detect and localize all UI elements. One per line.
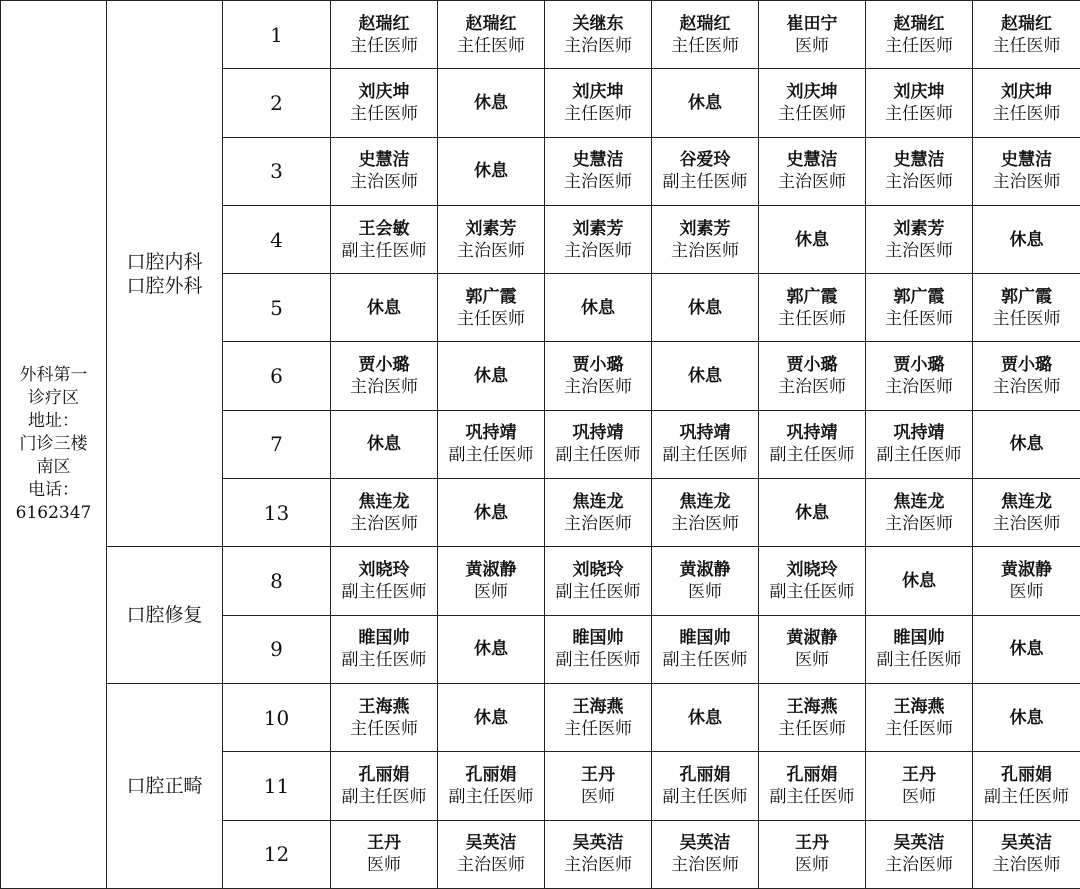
rest-label: 休息 <box>474 707 508 728</box>
schedule-cell <box>331 1 438 69</box>
schedule-cell <box>331 615 438 683</box>
doctor-name: 刘素芳 <box>893 218 945 239</box>
doctor-title: 副主任医师 <box>769 582 855 603</box>
doctor-name: 刘晓玲 <box>572 560 624 581</box>
doctor-name: 吴英洁 <box>679 833 731 854</box>
doctor-name: 巩持靖 <box>786 423 838 444</box>
doctor-title: 副主任医师 <box>662 650 748 671</box>
schedule-body <box>1 1 1080 889</box>
doctor-name: 刘素芳 <box>465 218 517 239</box>
doctor-name: 刘庆坤 <box>893 81 945 102</box>
doctor-title: 主任医师 <box>885 103 953 124</box>
schedule-cell <box>652 1 759 69</box>
doctor-name: 贾小璐 <box>1001 355 1052 376</box>
doctor-name: 睢国帅 <box>893 628 945 649</box>
schedule-cell <box>331 410 438 478</box>
schedule-cell <box>973 615 1080 683</box>
schedule-cell <box>545 274 652 342</box>
doctor-name: 王海燕 <box>572 696 624 717</box>
schedule-cell <box>973 820 1080 888</box>
doctor-name: 巩持靖 <box>465 423 517 444</box>
doctor-title: 主治医师 <box>457 240 525 261</box>
room-number: 10 <box>223 683 331 751</box>
schedule-cell <box>866 683 973 751</box>
doctor-name: 吴英洁 <box>1001 833 1052 854</box>
doctor-title: 主治医师 <box>671 855 739 876</box>
doctor-title: 主治医师 <box>671 240 739 261</box>
schedule-cell <box>652 479 759 547</box>
doctor-title: 主任医师 <box>350 35 418 56</box>
schedule-cell <box>438 820 545 888</box>
schedule-cell <box>331 752 438 820</box>
doctor-name: 孔丽娟 <box>1001 764 1052 785</box>
doctor-title: 主治医师 <box>885 172 953 193</box>
schedule-cell <box>331 479 438 547</box>
doctor-title: 副主任医师 <box>555 650 641 671</box>
schedule-cell <box>759 137 866 205</box>
doctor-name: 刘晓玲 <box>786 560 838 581</box>
doctor-name: 崔田宁 <box>786 13 838 34</box>
doctor-name: 史慧洁 <box>572 150 624 171</box>
schedule-cell <box>652 615 759 683</box>
schedule-cell <box>759 1 866 69</box>
doctor-name: 黄淑静 <box>679 560 731 581</box>
schedule-cell <box>545 137 652 205</box>
department-name <box>107 683 223 888</box>
doctor-name: 睢国帅 <box>679 628 731 649</box>
doctor-title: 副主任医师 <box>341 650 427 671</box>
schedule-cell <box>866 615 973 683</box>
schedule-cell <box>866 69 973 137</box>
rest-label: 休息 <box>474 92 508 113</box>
doctor-title: 副主任医师 <box>662 445 748 466</box>
doctor-name: 焦连龙 <box>679 491 731 512</box>
schedule-cell <box>973 479 1080 547</box>
schedule-cell <box>759 752 866 820</box>
schedule-cell <box>438 137 545 205</box>
schedule-cell <box>973 342 1080 410</box>
schedule-cell <box>759 274 866 342</box>
department-line: 口腔外科 <box>126 274 203 297</box>
room-number: 11 <box>223 752 331 820</box>
doctor-title: 副主任医师 <box>341 786 427 807</box>
schedule-cell <box>545 547 652 615</box>
doctor-title: 主治医师 <box>778 377 846 398</box>
doctor-title: 副主任医师 <box>876 650 962 671</box>
schedule-cell <box>866 410 973 478</box>
schedule-cell <box>652 137 759 205</box>
doctor-name: 贾小璐 <box>358 355 410 376</box>
schedule-cell <box>759 69 866 137</box>
doctor-name: 刘庆坤 <box>358 81 410 102</box>
schedule-cell <box>331 820 438 888</box>
schedule-cell <box>438 1 545 69</box>
doctor-name: 吴英洁 <box>465 833 517 854</box>
doctor-title: 副主任医师 <box>662 786 748 807</box>
doctor-title: 主任医师 <box>457 35 525 56</box>
schedule-cell <box>545 683 652 751</box>
schedule-cell <box>866 205 973 273</box>
doctor-name: 贾小璐 <box>786 355 838 376</box>
schedule-cell <box>331 137 438 205</box>
doctor-title: 医师 <box>795 35 829 56</box>
schedule-cell <box>438 410 545 478</box>
schedule-cell <box>545 342 652 410</box>
doctor-name: 黄淑静 <box>1001 560 1052 581</box>
schedule-cell <box>652 547 759 615</box>
doctor-title: 主任医师 <box>564 103 632 124</box>
room-number: 3 <box>223 137 331 205</box>
doctor-name: 刘庆坤 <box>1001 81 1052 102</box>
doctor-name: 睢国帅 <box>572 628 624 649</box>
doctor-title: 主治医师 <box>457 855 525 876</box>
schedule-cell <box>438 342 545 410</box>
doctor-name: 贾小璐 <box>572 355 624 376</box>
doctor-name: 谷爱玲 <box>679 150 731 171</box>
doctor-title: 主任医师 <box>992 35 1061 56</box>
schedule-cell <box>866 274 973 342</box>
doctor-title: 主任医师 <box>885 308 953 329</box>
doctor-name: 焦连龙 <box>893 491 945 512</box>
schedule-cell <box>438 205 545 273</box>
doctor-name: 孔丽娟 <box>465 764 517 785</box>
doctor-name: 巩持靖 <box>679 423 731 444</box>
schedule-cell <box>438 479 545 547</box>
room-number: 13 <box>223 479 331 547</box>
doctor-title: 主治医师 <box>350 377 418 398</box>
rest-label: 休息 <box>474 639 508 660</box>
doctor-title: 副主任医师 <box>341 582 427 603</box>
doctor-name: 刘素芳 <box>679 218 731 239</box>
doctor-title: 主任医师 <box>992 103 1061 124</box>
doctor-title: 主治医师 <box>992 172 1061 193</box>
doctor-title: 主治医师 <box>885 855 953 876</box>
rest-label: 休息 <box>688 366 722 387</box>
doctor-name: 郭广霞 <box>465 286 517 307</box>
rest-label: 休息 <box>367 434 401 455</box>
doctor-name: 王丹 <box>581 764 615 785</box>
doctor-title: 主任医师 <box>671 35 739 56</box>
doctor-title: 主任医师 <box>350 103 418 124</box>
schedule-cell <box>545 410 652 478</box>
schedule-cell <box>866 342 973 410</box>
rest-label: 休息 <box>474 366 508 387</box>
doctor-title: 副主任医师 <box>769 786 855 807</box>
doctor-title: 医师 <box>474 582 508 603</box>
doctor-name: 黄淑静 <box>465 560 517 581</box>
room-number: 8 <box>223 547 331 615</box>
doctor-title: 主治医师 <box>885 377 953 398</box>
doctor-title: 主任医师 <box>778 718 846 739</box>
schedule-cell <box>759 205 866 273</box>
doctor-title: 主治医师 <box>564 855 632 876</box>
doctor-title: 主任医师 <box>992 308 1061 329</box>
doctor-name: 赵瑞红 <box>358 13 410 34</box>
doctor-title: 医师 <box>367 855 401 876</box>
schedule-cell <box>759 820 866 888</box>
doctor-title: 主治医师 <box>885 513 953 534</box>
department-line: 口腔修复 <box>126 604 203 627</box>
doctor-title: 副主任医师 <box>555 445 641 466</box>
doctor-title: 副主任医师 <box>555 582 641 603</box>
schedule-cell <box>866 752 973 820</box>
schedule-cell <box>652 752 759 820</box>
doctor-name: 王海燕 <box>358 696 410 717</box>
schedule-cell <box>545 479 652 547</box>
doctor-title: 主任医师 <box>778 308 846 329</box>
schedule-cell <box>438 752 545 820</box>
clinic-area-line: 地址： <box>28 411 79 431</box>
schedule-cell <box>652 274 759 342</box>
room-number: 4 <box>223 205 331 273</box>
schedule-cell <box>652 205 759 273</box>
clinic-area-line: 门诊三楼 <box>19 434 88 454</box>
schedule-cell <box>438 547 545 615</box>
doctor-title: 主治医师 <box>350 513 418 534</box>
room-number: 12 <box>223 820 331 888</box>
schedule-cell <box>973 69 1080 137</box>
schedule-cell <box>652 69 759 137</box>
doctor-title: 副主任医师 <box>341 240 427 261</box>
doctor-name: 吴英洁 <box>572 833 624 854</box>
doctor-name: 焦连龙 <box>1001 491 1052 512</box>
clinic-area-line: 电话： <box>28 480 79 500</box>
schedule-cell <box>331 205 438 273</box>
doctor-name: 王丹 <box>367 833 401 854</box>
department-line: 口腔正畸 <box>126 774 203 797</box>
rest-label: 休息 <box>1009 229 1044 250</box>
schedule-cell <box>438 274 545 342</box>
schedule-cell <box>331 342 438 410</box>
doctor-name: 贾小璐 <box>893 355 945 376</box>
schedule-cell <box>438 69 545 137</box>
schedule-cell <box>652 683 759 751</box>
schedule-cell <box>759 479 866 547</box>
doctor-title: 医师 <box>795 650 829 671</box>
doctor-name: 刘庆坤 <box>572 81 624 102</box>
clinic-area-line: 南区 <box>36 457 71 477</box>
rest-label: 休息 <box>581 297 615 318</box>
rest-label: 休息 <box>688 297 722 318</box>
rest-label: 休息 <box>474 161 508 182</box>
doctor-name: 赵瑞红 <box>893 13 945 34</box>
rest-label: 休息 <box>795 229 829 250</box>
doctor-title: 主任医师 <box>350 718 418 739</box>
doctor-title: 主治医师 <box>992 377 1061 398</box>
doctor-name: 王丹 <box>795 833 829 854</box>
doctor-title: 主治医师 <box>671 513 739 534</box>
clinic-area-line: 诊疗区 <box>28 388 79 408</box>
schedule-cell <box>331 547 438 615</box>
doctor-name: 王海燕 <box>893 696 945 717</box>
schedule-row <box>1 547 1080 615</box>
doctor-name: 孔丽娟 <box>786 764 838 785</box>
department-name <box>107 547 223 684</box>
doctor-title: 主治医师 <box>992 513 1061 534</box>
doctor-title: 主任医师 <box>457 308 525 329</box>
schedule-cell <box>652 342 759 410</box>
schedule-cell <box>331 69 438 137</box>
doctor-name: 睢国帅 <box>358 628 410 649</box>
doctor-title: 医师 <box>1009 582 1044 603</box>
doctor-title: 主治医师 <box>564 172 632 193</box>
schedule-cell <box>866 820 973 888</box>
schedule-cell <box>331 683 438 751</box>
doctor-name: 焦连龙 <box>572 491 624 512</box>
doctor-name: 王丹 <box>902 764 936 785</box>
doctor-title: 医师 <box>581 786 615 807</box>
room-number: 1 <box>223 1 331 69</box>
schedule-cell <box>652 410 759 478</box>
schedule-cell <box>973 410 1080 478</box>
doctor-name: 史慧洁 <box>786 150 838 171</box>
schedule-cell <box>545 1 652 69</box>
doctor-name: 关继东 <box>572 13 624 34</box>
doctor-title: 主任医师 <box>885 35 953 56</box>
doctor-title: 副主任医师 <box>448 445 534 466</box>
rest-label: 休息 <box>474 502 508 523</box>
schedule-cell <box>973 205 1080 273</box>
rest-label: 休息 <box>688 92 722 113</box>
doctor-title: 主任医师 <box>778 103 846 124</box>
doctor-name: 巩持靖 <box>893 423 945 444</box>
schedule-cell <box>545 752 652 820</box>
schedule-cell <box>545 205 652 273</box>
doctor-title: 副主任医师 <box>662 172 748 193</box>
doctor-title: 副主任医师 <box>448 786 534 807</box>
doctor-title: 主治医师 <box>778 172 846 193</box>
doctor-name: 郭广霞 <box>786 286 838 307</box>
schedule-cell <box>759 342 866 410</box>
doctor-title: 主任医师 <box>564 718 632 739</box>
schedule-row <box>1 1 1080 69</box>
schedule-cell <box>545 820 652 888</box>
schedule-cell <box>866 137 973 205</box>
doctor-name: 吴英洁 <box>893 833 945 854</box>
doctor-name: 郭广霞 <box>1001 286 1052 307</box>
schedule-cell <box>545 69 652 137</box>
schedule-cell <box>652 820 759 888</box>
doctor-title: 主治医师 <box>564 377 632 398</box>
doctor-title: 主任医师 <box>885 718 953 739</box>
room-number: 2 <box>223 69 331 137</box>
clinic-area-info <box>1 1 107 889</box>
doctor-title: 医师 <box>795 855 829 876</box>
schedule-cell <box>973 274 1080 342</box>
schedule-cell <box>973 547 1080 615</box>
schedule-row <box>1 683 1080 751</box>
doctor-name: 孔丽娟 <box>358 764 410 785</box>
doctor-title: 主治医师 <box>564 240 632 261</box>
doctor-name: 赵瑞红 <box>465 13 517 34</box>
schedule-cell <box>331 274 438 342</box>
room-number: 6 <box>223 342 331 410</box>
schedule-cell <box>973 1 1080 69</box>
schedule-cell <box>545 615 652 683</box>
doctor-name: 史慧洁 <box>893 150 945 171</box>
doctor-name: 焦连龙 <box>358 491 410 512</box>
doctor-name: 刘庆坤 <box>786 81 838 102</box>
doctor-title: 主治医师 <box>885 240 953 261</box>
rest-label: 休息 <box>367 297 401 318</box>
doctor-name: 史慧洁 <box>1001 150 1052 171</box>
doctor-name: 赵瑞红 <box>679 13 731 34</box>
department-name <box>107 1 223 547</box>
doctor-name: 赵瑞红 <box>1001 13 1052 34</box>
doctor-title: 主治医师 <box>564 35 632 56</box>
schedule-cell <box>973 752 1080 820</box>
doctor-name: 黄淑静 <box>786 628 838 649</box>
doctor-name: 王海燕 <box>786 696 838 717</box>
doctor-name: 郭广霞 <box>893 286 945 307</box>
schedule-cell <box>759 547 866 615</box>
doctor-title: 主治医师 <box>564 513 632 534</box>
schedule-cell <box>973 137 1080 205</box>
doctor-name: 史慧洁 <box>358 150 410 171</box>
doctor-title: 医师 <box>688 582 722 603</box>
doctor-name: 孔丽娟 <box>679 764 731 785</box>
room-number: 9 <box>223 615 331 683</box>
rest-label: 休息 <box>1009 707 1044 728</box>
doctor-title: 副主任医师 <box>769 445 855 466</box>
schedule-cell <box>759 683 866 751</box>
doctor-title: 副主任医师 <box>984 786 1069 807</box>
room-number: 7 <box>223 410 331 478</box>
schedule-cell <box>759 410 866 478</box>
doctor-title: 主治医师 <box>350 172 418 193</box>
doctor-name: 刘素芳 <box>572 218 624 239</box>
doctor-title: 医师 <box>902 786 936 807</box>
clinic-area-line: 外科第一 <box>19 365 88 385</box>
rest-label: 休息 <box>1009 639 1044 660</box>
rest-label: 休息 <box>795 502 829 523</box>
schedule-cell <box>973 683 1080 751</box>
department-line: 口腔内科 <box>126 250 203 273</box>
schedule-cell <box>438 683 545 751</box>
schedule-cell <box>759 615 866 683</box>
doctor-title: 主治医师 <box>992 855 1061 876</box>
schedule-cell <box>866 479 973 547</box>
clinic-area-line: 6162347 <box>15 503 92 523</box>
doctor-title: 副主任医师 <box>876 445 962 466</box>
doctor-name: 王会敏 <box>358 218 410 239</box>
rest-label: 休息 <box>902 571 936 592</box>
doctor-name: 刘晓玲 <box>358 560 410 581</box>
rest-label: 休息 <box>1009 434 1044 455</box>
schedule-cell <box>866 547 973 615</box>
rest-label: 休息 <box>688 707 722 728</box>
doctor-name: 巩持靖 <box>572 423 624 444</box>
schedule-cell <box>866 1 973 69</box>
room-number: 5 <box>223 274 331 342</box>
schedule-cell <box>438 615 545 683</box>
